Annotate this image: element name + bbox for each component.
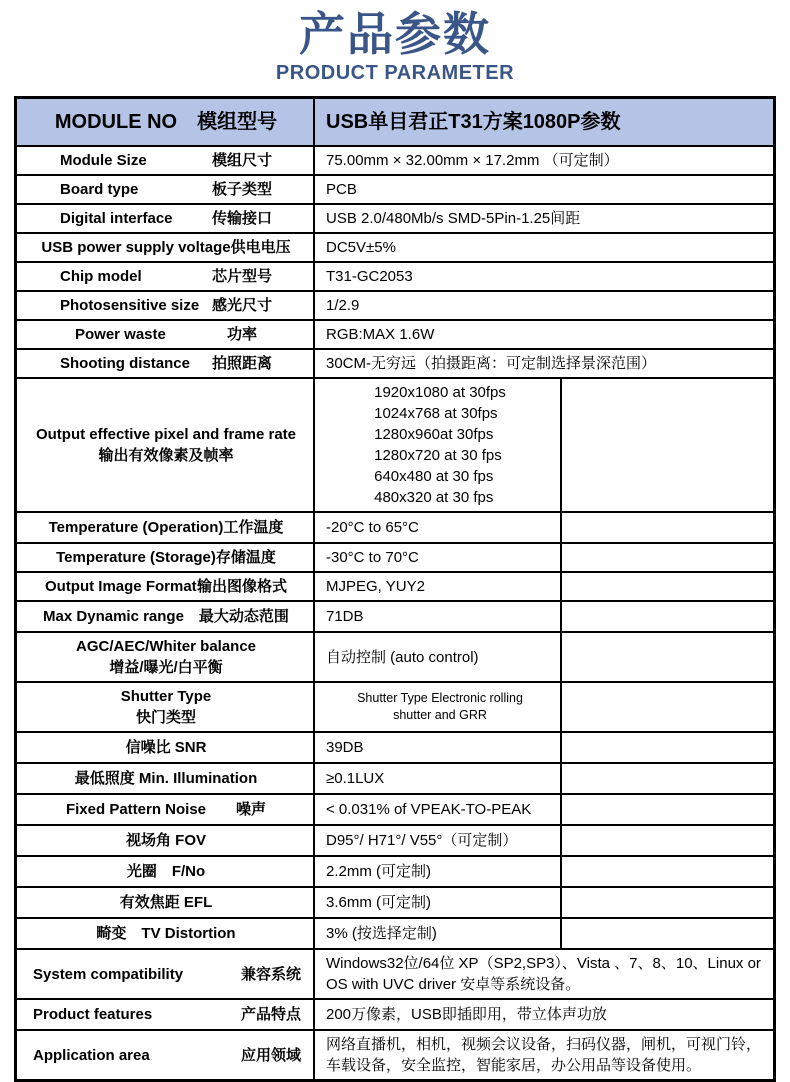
table-row-product-features [17, 998, 773, 1029]
product-parameter-table [14, 96, 776, 1082]
table-row-module-size [17, 145, 773, 174]
row-value: USB 2.0/480Mb/s SMD-5Pin-1.25间距 [313, 205, 773, 232]
row-value: DC5V±5% [313, 234, 773, 261]
row-label: Temperature (Operation) 工作温度 [48, 519, 284, 536]
row-label: 最低照度 Min. Illumination [74, 770, 258, 787]
row-label: Shutter Type 快门类型 [120, 688, 212, 726]
row-value: 75.00mm × 32.00mm × 17.2mm （可定制） [313, 147, 773, 174]
table-row-output-image-format [17, 571, 773, 600]
table-row-shutter-type [17, 681, 773, 731]
table-row-system-compatibility [17, 948, 773, 998]
row-empty-cell [560, 733, 773, 762]
table-row-min-illumination [17, 762, 773, 793]
table-row-efl [17, 886, 773, 917]
row-value: 71DB [313, 602, 560, 631]
row-label: Temperature (Storage) 存储温度 [56, 549, 276, 566]
row-value: D95°/ H71°/ V55°（可定制） [313, 826, 560, 855]
table-row-shooting-distance [17, 348, 773, 377]
table-row-fov [17, 824, 773, 855]
page-subtitle: PRODUCT PARAMETER [275, 62, 515, 84]
row-empty-cell [560, 379, 773, 511]
row-value: 200万像素，USB即插即用，带立体声功放 [313, 1000, 773, 1029]
resolution-list: 1920x1080 at 30fps 1024x768 at 30fps 1280x960at 30fps 1280x720 at 30 fps 640x480 at 30 fps 480x320 at 30 fps [374, 384, 506, 506]
table-row-tv-distortion [17, 917, 773, 948]
table-row-chip-model [17, 261, 773, 290]
table-row-output-pixel-framerate [17, 377, 773, 511]
row-label: Shooting distance 拍照距离 [59, 355, 272, 372]
row-value: 3.6mm (可定制) [313, 888, 560, 917]
row-value: 3% (按选择定制) [313, 919, 560, 948]
row-empty-cell [560, 888, 773, 917]
table-header-label [17, 99, 313, 145]
row-value: MJPEG, YUY2 [313, 573, 560, 600]
row-label: Power waste 功率 [74, 326, 257, 343]
row-label: Output Image Format 输出图像格式 [44, 578, 287, 595]
row-value: ≥0.1LUX [313, 764, 560, 793]
row-label: Max Dynamic range 最大动态范围 [43, 608, 289, 625]
row-value: -30°C to 70°C [313, 544, 560, 571]
row-empty-cell [560, 602, 773, 631]
table-row-application-area [17, 1029, 773, 1079]
row-empty-cell [560, 764, 773, 793]
row-empty-cell [560, 513, 773, 542]
row-value: 30CM-无穷远（拍摄距离：可定制选择景深范围） [313, 350, 773, 377]
row-value: 自动控制 (auto control) [313, 633, 560, 681]
row-label: 光圈 F/No [126, 863, 206, 880]
row-label: Module Size 模组尺寸 [59, 152, 272, 169]
row-value: 网络直播机，相机，视频会议设备，扫码仪器，闸机，可视门铃，车载设备，安全监控，智能家居，办公用品等设备使用。 [313, 1031, 773, 1079]
page-header [0, 0, 790, 85]
row-label: AGC/AEC/Whiter balance 增益/曝光/白平衡 [75, 638, 257, 676]
row-empty-cell [560, 857, 773, 886]
row-value: PCB [313, 176, 773, 203]
row-value: 1/2.9 [313, 292, 773, 319]
row-label: Application area 应用领域 [33, 1046, 301, 1064]
table-row-fixed-pattern-noise [17, 793, 773, 824]
table-row-board-type [17, 174, 773, 203]
row-label: Digital interface 传输接口 [59, 210, 272, 227]
module-no-value: USB单目君正T31方案1080P参数 [326, 111, 621, 133]
row-label: System compatibility 兼容系统 [33, 965, 301, 983]
row-label: 信噪比 SNR [125, 739, 207, 756]
row-value: -20°C to 65°C [313, 513, 560, 542]
row-label: 视场角 FOV [125, 832, 206, 849]
row-label: USB power supply voltage 供电电压 [41, 239, 291, 256]
row-empty-cell [560, 795, 773, 824]
row-empty-cell [560, 633, 773, 681]
row-value: RGB:MAX 1.6W [313, 321, 773, 348]
row-label: Fixed Pattern Noise 噪声 [65, 801, 267, 818]
row-empty-cell [560, 544, 773, 571]
row-label: Board type 板子类型 [59, 181, 272, 198]
table-row-usb-power-voltage [17, 232, 773, 261]
table-header-row [17, 99, 773, 145]
row-label: 有效焦距 EFL [119, 894, 213, 911]
row-value: Windows32位/64位 XP（SP2,SP3）、Vista 、7、8、10、Linux or OS with UVC driver 安卓等系统设备。 [313, 950, 773, 998]
page-title: 产品参数 [299, 8, 491, 60]
row-label: Chip model 芯片型号 [59, 268, 272, 285]
table-row-temperature-storage [17, 542, 773, 571]
table-row-agc-aec-white-balance [17, 631, 773, 681]
row-empty-cell [560, 683, 773, 731]
row-value: Shutter Type Electronic rolling shutter and GRR [313, 683, 560, 731]
row-value: T31-GC2053 [313, 263, 773, 290]
table-row-snr [17, 731, 773, 762]
table-row-power-waste [17, 319, 773, 348]
table-header-value [313, 99, 773, 145]
row-label: 畸变 TV Distortion [96, 925, 236, 942]
row-empty-cell [560, 919, 773, 948]
row-empty-cell [560, 573, 773, 600]
table-row-temperature-operation [17, 511, 773, 542]
row-value: 2.2mm (可定制) [313, 857, 560, 886]
table-row-fno [17, 855, 773, 886]
row-label: Product features 产品特点 [33, 1006, 301, 1023]
row-label: Output effective pixel and frame rate 输出有效像素及帧率 [35, 426, 297, 464]
row-empty-cell [560, 826, 773, 855]
row-label: Photosensitive size 感光尺寸 [59, 297, 272, 314]
module-no-label: MODULE NO 模组型号 [54, 111, 278, 133]
table-row-digital-interface [17, 203, 773, 232]
row-value: 39DB [313, 733, 560, 762]
row-value: < 0.031% of VPEAK-TO-PEAK [313, 795, 560, 824]
table-row-photosensitive-size [17, 290, 773, 319]
table-row-max-dynamic-range [17, 600, 773, 631]
row-value [313, 379, 560, 511]
